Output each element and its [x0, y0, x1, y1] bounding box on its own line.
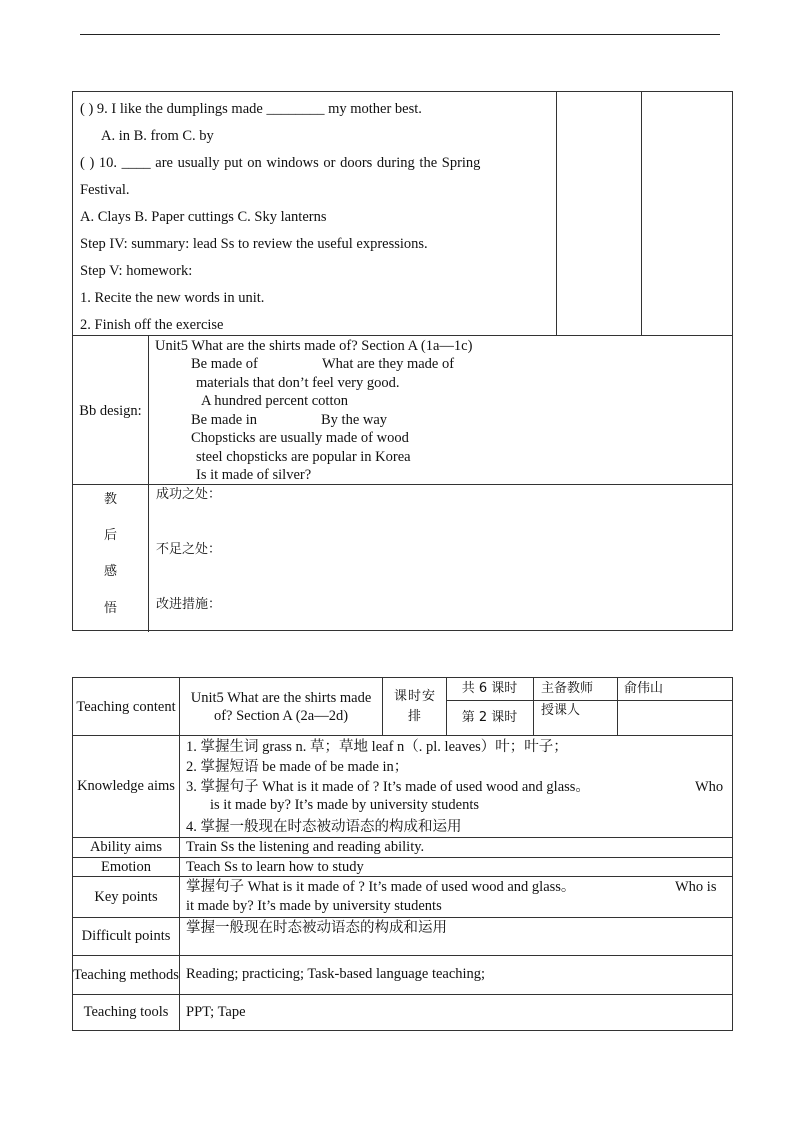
- teaching-tools-label: Teaching tools: [83, 1004, 169, 1020]
- homework-2: 2. Finish off the exercise: [80, 317, 224, 333]
- teaching-methods: Reading; practicing; Task-based language teaching;: [186, 966, 486, 982]
- column-divider: [533, 678, 534, 735]
- question-10: ( ) 10. ____ are usually put on windows or doors during the Spring: [80, 155, 481, 171]
- header-rule: [80, 34, 720, 35]
- bb-line: Chopsticks are usually made of wood: [191, 430, 409, 446]
- teaching-content-label: Teaching content: [76, 698, 176, 715]
- knowledge-item-3-cont: Who: [695, 779, 724, 795]
- column-divider: [617, 678, 618, 735]
- bb-design-label: Bb design:: [79, 402, 142, 419]
- question-10-options: A. Clays B. Paper cuttings C. Sky lanterns: [80, 209, 327, 225]
- knowledge-item-1: 1. 掌握生词 grass n. 草；草地 leaf n（. pl. leaves）叶；叶子；: [186, 739, 568, 755]
- bb-line: What are they made of: [322, 356, 455, 372]
- knowledge-item-3-line2: is it made by? It’s made by university students: [210, 797, 480, 813]
- column-divider: [641, 92, 642, 335]
- bb-line: steel chopsticks are popular in Korea: [196, 449, 411, 465]
- reflection-improve: 改进措施：: [156, 597, 222, 612]
- question-10-cont: Festival.: [80, 182, 130, 198]
- bb-line: A hundred percent cotton: [201, 393, 348, 409]
- main-teacher-label: 主备教师: [541, 681, 594, 696]
- ability-aims-label: Ability aims: [89, 839, 163, 855]
- row-divider: [73, 335, 732, 336]
- reflection-success: 成功之处：: [156, 487, 222, 502]
- emotion-label: Emotion: [101, 858, 151, 875]
- lesson-steps-table: ( ) 9. I like the dumplings made ________ my mother best. A. in B. from C. by ( ) 10. ____ are usually put on windows or doors during the Spring Festival. A. Clays B. Paper cuttings C. Sky lanterns Step IV: summary: lead Ss to review the useful expressions. Step V: homework: 1. Recite the new words in unit. 2. Finish off the exercise Bb design: Unit5 What are the shirts made of? Section A (1a—1c) Be made of What are they made of materials that don’t feel very good. A hundred percent cotton Be made in By the way Chopsticks are usually made of wood steel chopsticks are popular in Korea Is it made of silver? 教 后 感 悟 成功之处： 不足之处： 改进措施：: [72, 91, 733, 631]
- difficult-points-label: Difficult points: [81, 928, 171, 944]
- bb-line: Be made of: [191, 356, 258, 372]
- emotion: Teach Ss to learn how to study: [186, 859, 364, 875]
- lesson-number: 第 2 课时: [461, 709, 518, 725]
- key-points-line1: 掌握句子 What is it made of ? It’s made of used wood and glass。: [186, 879, 576, 895]
- homework-1: 1. Recite the new words in unit.: [80, 290, 265, 306]
- knowledge-item-4: 4. 掌握一般现在时态被动语态的构成和运用: [186, 819, 462, 835]
- key-points-label: Key points: [94, 888, 158, 905]
- reflection-shortcoming: 不足之处：: [156, 542, 222, 557]
- bb-line: By the way: [321, 412, 388, 428]
- knowledge-item-2: 2. 掌握短语 be made of be made in；: [186, 759, 409, 775]
- step-4: Step IV: summary: lead Ss to review the useful expressions.: [80, 236, 428, 252]
- row-divider: [73, 484, 732, 485]
- main-teacher: 俞伟山: [624, 681, 664, 696]
- bb-title: Unit5 What are the shirts made of? Section A (1a—1c): [155, 338, 473, 354]
- lesson-plan-table: [72, 677, 733, 1031]
- column-divider: [179, 678, 180, 1030]
- teaching-tools: PPT; Tape: [186, 1004, 246, 1020]
- key-points-line1-cont: Who is: [675, 879, 717, 895]
- column-divider: [556, 92, 557, 335]
- question-9: ( ) 9. I like the dumplings made ________ my mother best.: [80, 101, 422, 117]
- difficult-points: 掌握一般现在时态被动语态的构成和运用: [186, 920, 447, 936]
- bb-line: Is it made of silver?: [196, 467, 312, 483]
- teaching-content: Unit5 What are the shirts made of? Section A (2a—2d): [190, 689, 372, 724]
- knowledge-item-3: 3. 掌握句子 What is it made of ? It’s made of used wood and glass。: [186, 779, 590, 795]
- column-divider: [382, 678, 383, 735]
- ability-aims: Train Ss the listening and reading ability.: [186, 839, 425, 855]
- step-5: Step V: homework:: [80, 263, 193, 279]
- question-9-options: A. in B. from C. by: [101, 128, 214, 144]
- lecturer-label: 授课人: [541, 703, 581, 718]
- schedule-label: 课时安排: [393, 688, 436, 724]
- total-lessons: 共 6 课时: [461, 681, 518, 696]
- key-points-line2: it made by? It’s made by university students: [186, 898, 442, 914]
- bb-line: materials that don’t feel very good.: [196, 375, 400, 391]
- bb-line: Be made in: [191, 412, 258, 428]
- knowledge-aims-label: Knowledge aims: [77, 778, 175, 794]
- teaching-methods-label: Teaching methods: [73, 966, 179, 983]
